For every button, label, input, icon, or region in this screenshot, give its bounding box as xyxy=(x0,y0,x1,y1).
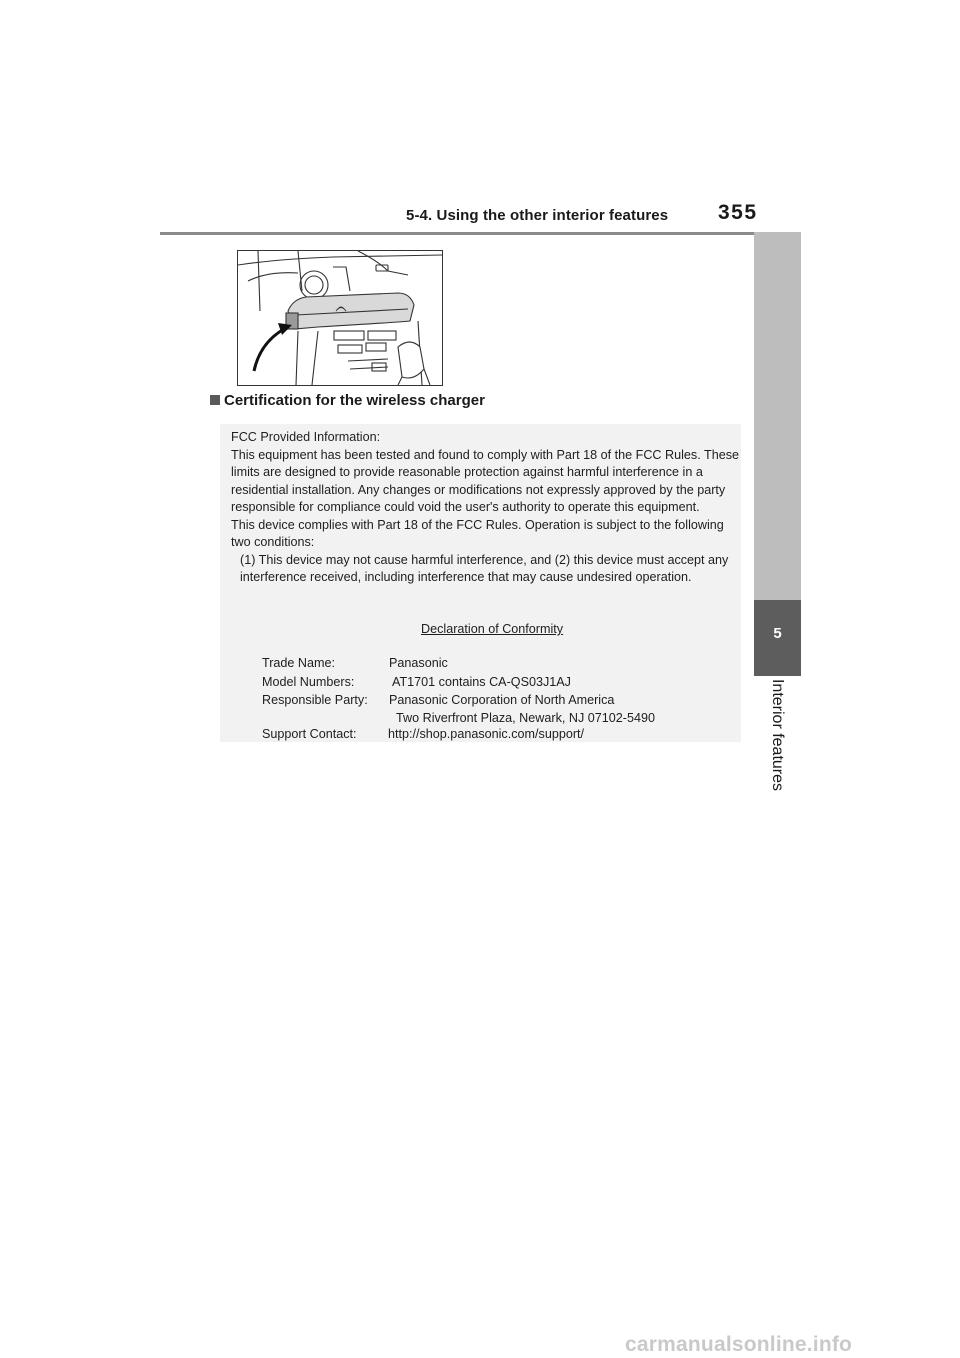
heading-bullet xyxy=(210,395,220,405)
trade-name-label: Trade Name: xyxy=(262,656,336,670)
side-tab-chapter-number: 5 xyxy=(773,625,782,642)
wireless-charger-figure xyxy=(237,250,443,386)
header-section-title: 5-4. Using the other interior features xyxy=(406,207,669,224)
responsible-party-value: Panasonic Corporation of North America xyxy=(389,693,615,707)
support-contact-label: Support Contact: xyxy=(262,727,357,741)
section-heading xyxy=(210,392,485,409)
model-value: AT1701 contains CA-QS03J1AJ xyxy=(392,675,571,689)
section-heading-text: Certification for the wireless charger xyxy=(224,392,485,409)
trade-name-value: Panasonic xyxy=(389,656,448,670)
fcc-text xyxy=(231,429,739,587)
fcc-heading: FCC Provided Information: xyxy=(231,430,381,444)
header-rule xyxy=(160,232,801,235)
fcc-paragraph-2: This device complies with Part 18 of the FCC Rules. Operation is subject to the following two conditions: xyxy=(231,517,724,549)
side-tab-chapter-label: Interior features xyxy=(769,678,786,792)
fcc-paragraph-3: (1) This device may not cause harmful interference, and (2) this device must accept any interference received, including interference that may cause undesired operation. xyxy=(240,552,729,584)
watermark-text: carmanualsonline.info xyxy=(625,1333,853,1356)
fcc-paragraph-1: This equipment has been tested and found to comply with Part 18 of the FCC Rules. These limits are designed to provide reasonable protection against harmful interference in a residential installation. Any changes or modifications not expressly approved by the party responsible for compliance could void the user's authority to operate this equipment. xyxy=(231,447,739,514)
side-tab-bar xyxy=(754,232,801,600)
responsible-party-label: Responsible Party: xyxy=(262,693,368,707)
model-label: Model Numbers: xyxy=(262,675,355,689)
support-contact-value: http://shop.panasonic.com/support/ xyxy=(388,727,585,741)
responsible-party-address: Two Riverfront Plaza, Newark, NJ 07102-5490 xyxy=(396,711,655,725)
declaration-title: Declaration of Conformity xyxy=(421,622,564,636)
wireless-charger-illustration xyxy=(238,251,442,385)
page-number: 355 xyxy=(718,201,758,224)
